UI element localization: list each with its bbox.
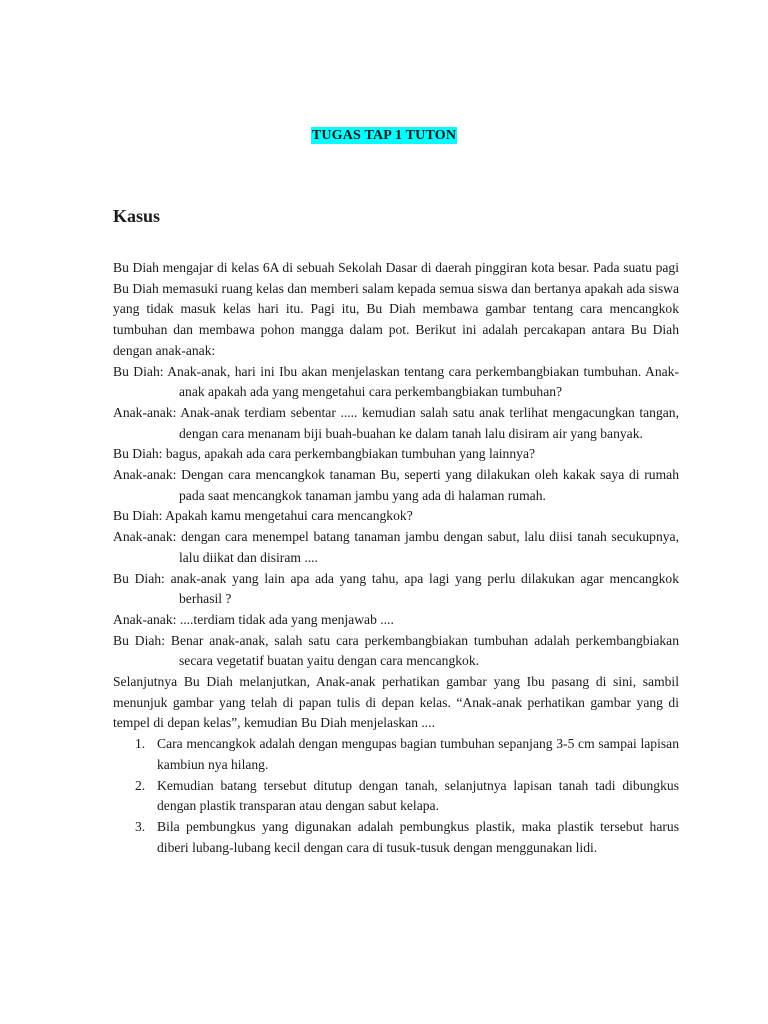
dialogue-text: bagus, apakah ada cara perkembangbiakan tumbuhan yang lainnya? (165, 446, 536, 462)
dialogue-text: Dengan cara mencangkok tanaman Bu, seperti yang dilakukan oleh kakak saya di rumah pada saat mencangkok tanaman jambu yang ada di halaman rumah. (179, 467, 679, 503)
list-item-text: Cara mencangkok adalah dengan mengupas bagian tumbuhan sepanjang 3-5 cm sampai lapisan kambiun nya hilang. (157, 736, 679, 772)
intro-paragraph: Bu Diah mengajar di kelas 6A di sebuah Sekolah Dasar di daerah pinggiran kota besar. Pada suatu pagi Bu Diah memasuki ruang kelas dan memberi salam kepada semua siswa dan bertanya apakah ada siswa yang tidak masuk kelas hari itu. Pagi itu, Bu Diah membawa gambar tentang cara mencangkok tumbuhan dan membawa pohon mangga dalam pot. Berikut ini adalah percakapan antara Bu Diah dengan anak-anak: (113, 260, 679, 358)
list-item-text: Bila pembungkus yang digunakan adalah pembungkus plastik, maka plastik tersebut harus diberi lubang-lubang kecil dengan cara di tusuk-tusuk dengan menggunakan lidi. (157, 818, 679, 855)
dialogue (113, 362, 679, 673)
dialogue-text: Anak-anak, hari ini Ibu akan menjelaskan tentang cara perkembangbiakan tumbuhan. Anak-anak apakah ada yang mengetahui cara perkembangbiakan tumbuhan? (167, 363, 679, 400)
list-item (113, 776, 679, 817)
dialogue-text: Apakah kamu mengetahui cara mencangkok? (165, 508, 413, 524)
list-item-number: 1. (135, 736, 146, 752)
dialogue-text: Anak-anak terdiam sebentar ..... kemudian salah satu anak terlihat mengacungkan tangan, dengan cara menanam biji buah-buahan ke dalam tanah lalu disiram air yang banyak. (179, 404, 679, 441)
dialogue-line (113, 362, 679, 403)
dialogue-line (113, 465, 679, 506)
list-item-text: Kemudian batang tersebut ditutup dengan tanah, selanjutnya lapisan tanah tadi dibungkus dengan plastik transparan atau dengan sabut kelapa. (157, 777, 679, 814)
dialogue-speaker: Anak-anak: (113, 467, 177, 483)
dialogue-line (113, 569, 679, 610)
dialogue-line (113, 403, 679, 444)
dialogue-speaker: Bu Diah: (113, 363, 164, 379)
dialogue-line (113, 610, 679, 631)
dialogue-line (113, 506, 679, 527)
list-item (113, 734, 679, 775)
dialogue-speaker: Bu Diah: (113, 570, 165, 586)
dialogue-line (113, 631, 679, 672)
list-item-number: 3. (135, 818, 146, 834)
followup-paragraph: Selanjutnya Bu Diah melanjutkan, Anak-anak perhatikan gambar yang Ibu pasang di sini, sambil menunjuk gambar yang telah di papan tulis di depan kelas. “Anak-anak perhatikan gambar yang di tempel di depan kelas”, kemudian Bu Diah menjelaskan .... (113, 674, 679, 731)
document-title: TUGAS TAP 1 TUTON (311, 128, 457, 143)
list-item (113, 817, 679, 858)
dialogue-speaker: Bu Diah: (113, 508, 163, 524)
list-item-number: 2. (135, 777, 146, 793)
dialogue-speaker: Anak-anak: (113, 529, 177, 545)
dialogue-speaker: Anak-anak: (113, 611, 177, 627)
dialogue-text: Benar anak-anak, salah satu cara perkembangbiakan tumbuhan adalah perkembangbiakan secara vegetatif buatan yaitu dengan cara mencangkok. (170, 632, 680, 669)
dialogue-speaker: Bu Diah: (113, 446, 163, 462)
dialogue-line (113, 527, 679, 568)
dialogue-text: anak-anak yang lain apa ada yang tahu, apa lagi yang perlu dilakukan agar mencangkok berhasil ? (170, 570, 679, 607)
section-heading: Kasus (113, 206, 161, 226)
dialogue-text: ....terdiam tidak ada yang menjawab .... (179, 611, 394, 627)
steps-list (113, 734, 679, 858)
title-container (0, 126, 768, 144)
document-body (113, 258, 679, 858)
dialogue-line (113, 444, 679, 465)
dialogue-text: dengan cara menempel batang tanaman jambu dengan sabut, lalu diisi tanah secukupnya, lalu diikat dan disiram .... (179, 529, 679, 565)
dialogue-speaker: Bu Diah: (113, 632, 165, 648)
dialogue-speaker: Anak-anak: (113, 404, 177, 420)
